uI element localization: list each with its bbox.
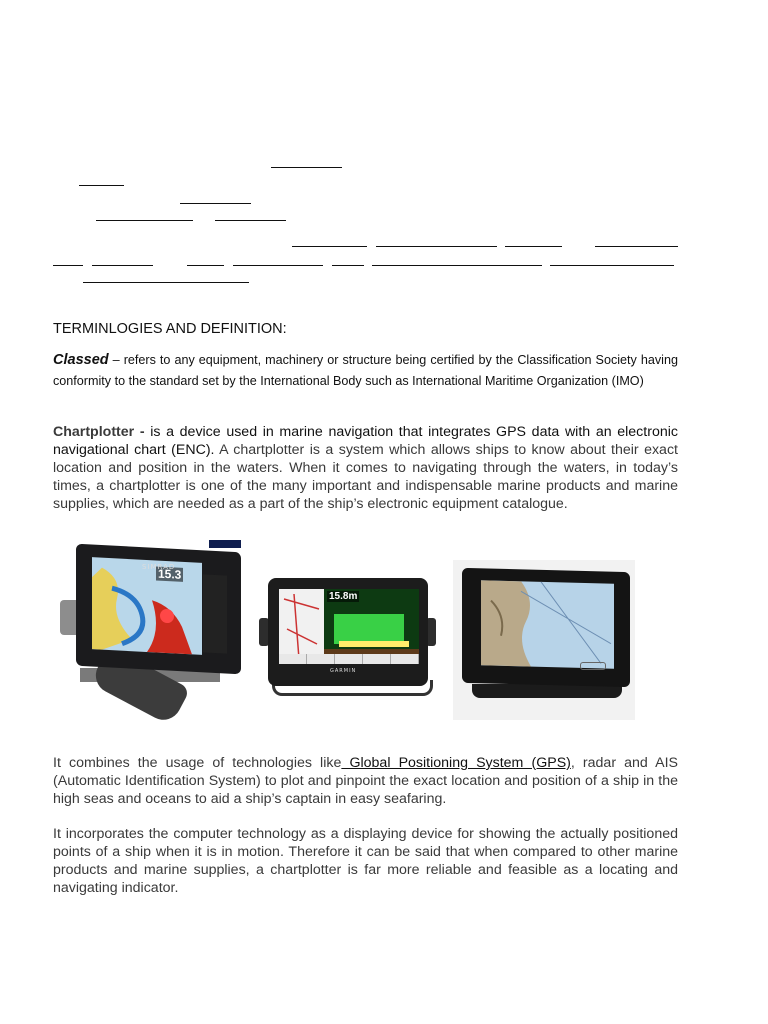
blank-line (550, 265, 674, 266)
blank-line (92, 265, 153, 266)
blank-line (332, 265, 364, 266)
speaker-grill (580, 662, 606, 670)
blank-line (595, 246, 678, 247)
data-panel (203, 574, 227, 653)
chartplotter-term: Chartplotter - (53, 424, 145, 440)
blank-line (233, 265, 323, 266)
brand-logo: GARMIN (330, 668, 357, 674)
classed-definition (53, 350, 678, 392)
blank-line (372, 265, 542, 266)
blank-line (505, 246, 562, 247)
blank-line (187, 265, 224, 266)
blank-line (96, 220, 193, 221)
chartplotter-rest: A chartplotter is a system which allows ships to know about their exact location and position in the waters. When it comes to navigating through the waters, in today’s times, a chartplotter is one of the many important and indispensable marine products and marine supplies, which are needed as a part of the ship’s electronic equipment catalogue. (53, 441, 678, 512)
chartplotter-definition (53, 424, 678, 514)
blank-line (53, 265, 83, 266)
blank-line (292, 246, 367, 247)
chartplotter-lead: is a device used in marine navigation that integrates GPS data with an electronic navigational chart (ENC). (53, 424, 678, 458)
section-heading: TERMINLOGIES AND DEFINITION: (53, 321, 287, 337)
classed-text: – refers to any equipment, machinery or structure being certified by the Classification Society having conformity to the standard set by the International Body such as International Maritime Organization (IMO) (53, 353, 678, 388)
blank-line (180, 203, 251, 204)
depth-readout: 15.8m (329, 591, 358, 602)
label-sticker (209, 540, 241, 548)
gps-paragraph (53, 755, 678, 809)
sonar-screen (279, 589, 419, 664)
blank-line (215, 220, 286, 221)
chart-map-graphic (92, 557, 202, 655)
chart-map-graphic (481, 580, 614, 668)
blank-line (271, 167, 342, 168)
blank-line (79, 185, 124, 186)
brand-logo: SIMRAD (142, 563, 176, 571)
gps-text-after: , radar and AIS (Automatic Identification System) to plot and pinpoint the exact location and position of a ship in the high seas and oceans to aid a ship’s captain in easy seafaring. (53, 755, 678, 807)
incorporates-paragraph: It incorporates the computer technology as a displaying device for showing the actually positioned points of a ship when it is in motion. Therefore it can be said that when compared to other marine products and marine supplies, a chartplotter is far more reliable and feasible as a locating and navigating indicator. (53, 826, 678, 896)
soft-key-bar (279, 654, 419, 664)
blank-line (376, 246, 497, 247)
classed-term: Classed (53, 352, 109, 368)
chart-screen (481, 580, 614, 668)
depth-readout: 15.3 (158, 566, 182, 582)
gps-text-before: It combines the usage of technologies like (53, 755, 342, 771)
gps-link[interactable]: Global Positioning System (GPS) (341, 755, 571, 771)
chart-screen (92, 557, 202, 655)
blank-line (83, 282, 249, 283)
